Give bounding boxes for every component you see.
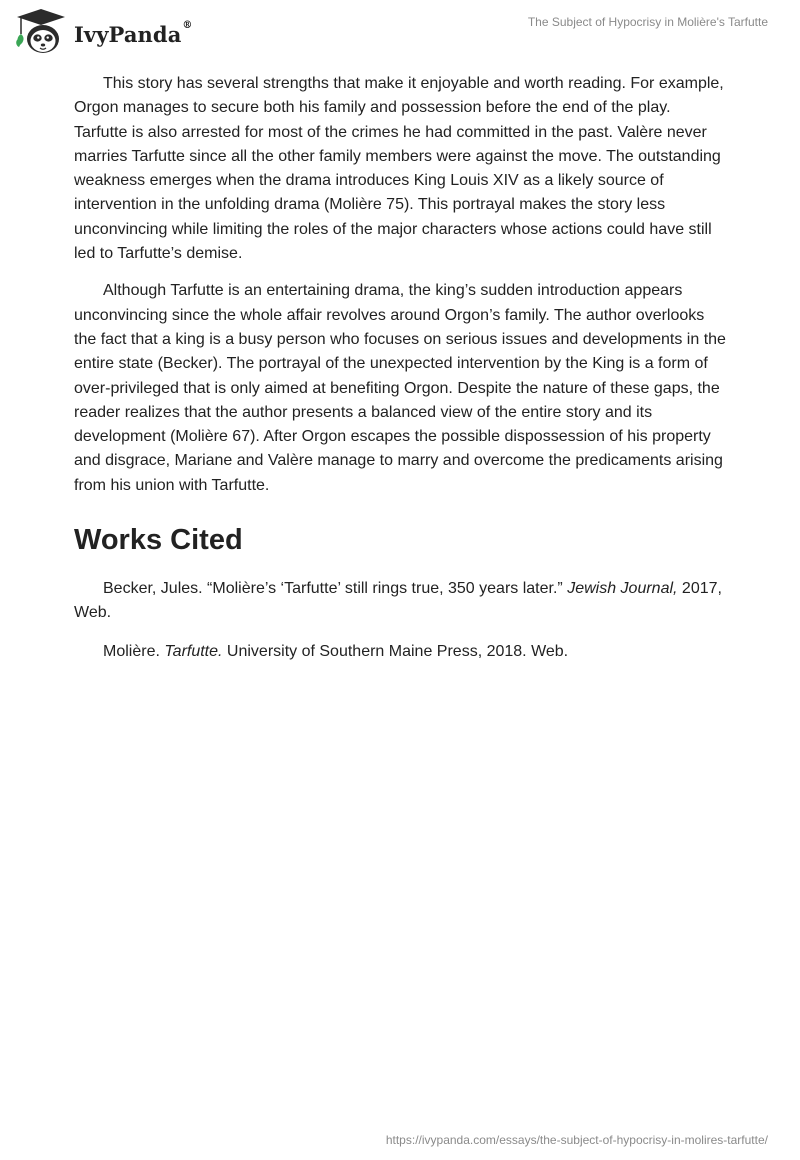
- brand-logo[interactable]: [14, 8, 193, 56]
- works-cited-heading: Works Cited: [74, 524, 243, 557]
- body-paragraph: Although Tarfutte is an entertaining drama, the king’s sudden introduction appears unconvincing since the whole affair revolves around Orgon’s family. The author overlooks the fact that a king is a busy person who focuses on serious issues and developments in the entire state (Becker). The portrayal of the unexpected intervention by the King is a form of over-privileged that is only aimed at benefiting Orgon. Despite the nature of these gaps, the reader realizes that the author presents a balanced view of the entire story and its development (Molière 67). After Orgon escapes the possible dispossession of his property and disgrace, Mariane and Valère manage to marry and overcome the predicaments arising from his union with Tarfutte.: [74, 282, 726, 494]
- body-paragraph: This story has several strengths that make it enjoyable and worth reading. For example, Orgon manages to secure both his family and possession before the end of the play. Tarfutte is also arrested for most of the crimes he had committed in the past. Valère never marries Tarfutte since all the other family members were against the move. The outstanding weakness emerges when the drama introduces King Louis XIV as a likely source of intervention in the unfolding drama (Molière 75). This portrayal makes the story less unconvincing while limiting the roles of the major characters whose actions could have still led to Tarfutte’s demise.: [74, 75, 724, 263]
- essay-content: [74, 72, 728, 678]
- citation-entry: Molière. Tarfutte. University of Southern Maine Press, 2018. Web.: [103, 642, 569, 660]
- panda-graduate-icon: [14, 8, 68, 56]
- citation-entry: Becker, Jules. “Molière’s ‘Tarfutte’ still rings true, 350 years later.” Jewish Journal, 2017, Web.: [74, 580, 722, 622]
- brand-name: IvyPanda®: [74, 19, 193, 47]
- source-url-link[interactable]: https://ivypanda.com/essays/the-subject-of-hypocrisy-in-molires-tarfutte/: [385, 1133, 768, 1147]
- page-header: [0, 0, 800, 60]
- document-title: The Subject of Hypocrisy in Molière's Tarfutte: [527, 15, 768, 29]
